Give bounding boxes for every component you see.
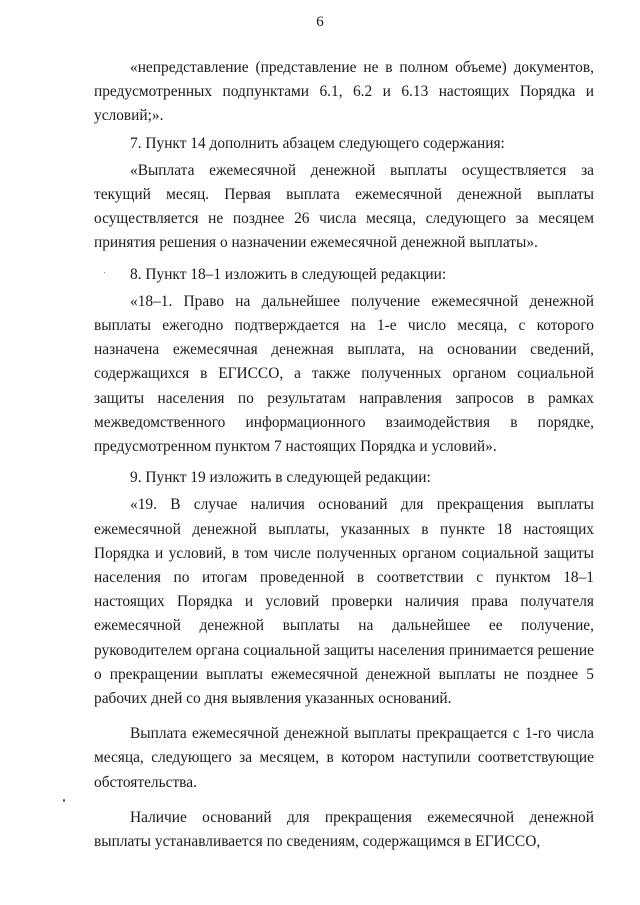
paragraph-nonsubmission-clause: «непредставление (представление не в полном объеме) документов, предусмотренных подпунктами 6.1, 6.2 и 6.13 настоящих Порядка и условий;». [94, 59, 594, 125]
page-number: 6 [316, 14, 324, 30]
paragraph-grounds: Наличие оснований для прекращения ежемесячной денежной выплаты устанавливается по сведениям, содержащимся в ЕГИССО, [94, 808, 594, 851]
paragraph-item-7-heading: 7. Пункт 14 дополнить абзацем следующего содержания: [130, 134, 505, 152]
document-body [94, 56, 594, 854]
paragraph-item-7-text: «Выплата ежемесячной денежной выплаты осуществляется за текущий месяц. Первая выплата ежемесячной денежной выплаты осуществляется не позднее 26 числа месяца, следующего за месяцем принятия решения о назначении ежемесячной денежной выплаты». [94, 161, 594, 252]
scan-speck [104, 272, 105, 273]
paragraph-item-9-heading: 9. Пункт 19 изложить в следующей редакции: [130, 469, 431, 487]
paragraph-termination: Выплата ежемесячной денежной выплаты прекращается с 1-го числа месяца, следующего за месяцем, в котором наступили соответствующие обстоятельства. [94, 725, 594, 791]
paragraph-item-18-1-text: «18–1. Право на дальнейшее получение ежемесячной денежной выплаты ежегодно подтверждается на 1-е число месяца, с которого назначена ежемесячная денежная выплата, на основании сведений, содержащихся в ЕГИССО, а также полученных органом социальной защиты населения по результатам направления запросов в рамках межведомственного информационного взаимодействия в порядке, предусмотренном пунктом 7 настоящих Порядка и условий». [94, 292, 594, 456]
scan-speck [63, 799, 65, 802]
paragraph-item-19-text: «19. В случае наличия оснований для прекращения выплаты ежемесячной денежной выплаты, указанных в пункте 18 настоящих Порядка и условий, в том числе полученных органом социальной защиты населения по итогам проведенной в соответствии с пунктом 18–1 настоящих Порядка и условий проверки наличия права получателя ежемесячной денежной выплаты на дальнейшее ее получение, руководителем органа социальной защиты населения принимается решение о прекращении выплаты ежемесячной денежной выплаты не позднее 5 рабочих дней со дня выявления указанных оснований. [94, 496, 594, 708]
paragraph-item-8-heading: 8. Пункт 18–1 изложить в следующей редакции: [130, 265, 447, 283]
